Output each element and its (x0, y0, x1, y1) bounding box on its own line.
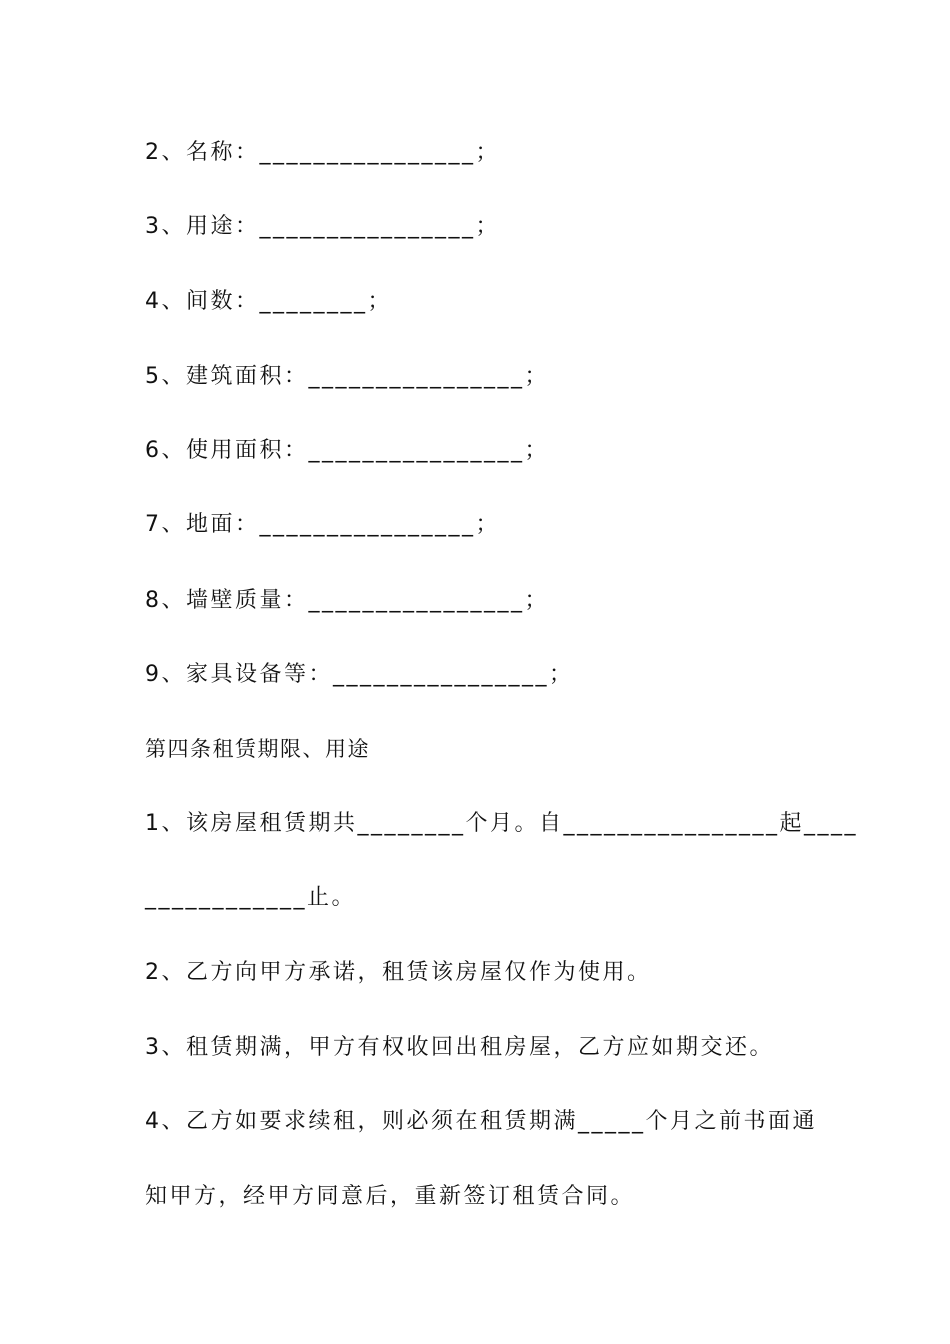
item-furniture-line: 9、家具设备等：________________； (145, 662, 574, 687)
term-paragraph-line-2: ____________止。 (145, 885, 357, 910)
item-usable-area-line: 6、使用面积：________________； (145, 438, 549, 463)
renewal-paragraph-line-1: 4、乙方如要求续租，则必须在租赁期满_____个月之前书面通 (145, 1109, 817, 1134)
item-rooms-line: 4、间数：________； (145, 289, 392, 314)
section-heading: 第四条租赁期限、用途 (145, 737, 370, 761)
item-use-line: 3、用途：________________； (145, 214, 500, 239)
term-paragraph-line-1: 1、该房屋租赁期共________个月。自________________起____ (145, 811, 858, 836)
item-name-line: 2、名称：________________； (145, 140, 500, 165)
expiry-paragraph: 3、租赁期满，甲方有权收回出租房屋，乙方应如期交还。 (145, 1035, 774, 1060)
item-floor-line: 7、地面：________________； (145, 512, 500, 537)
item-wall-quality-line: 8、墙壁质量：________________； (145, 588, 549, 613)
renewal-paragraph-line-2: 知甲方，经甲方同意后，重新签订租赁合同。 (145, 1184, 636, 1209)
promise-paragraph: 2、乙方向甲方承诺，租赁该房屋仅作为使用。 (145, 960, 652, 985)
item-building-area-line: 5、建筑面积：________________； (145, 364, 549, 389)
